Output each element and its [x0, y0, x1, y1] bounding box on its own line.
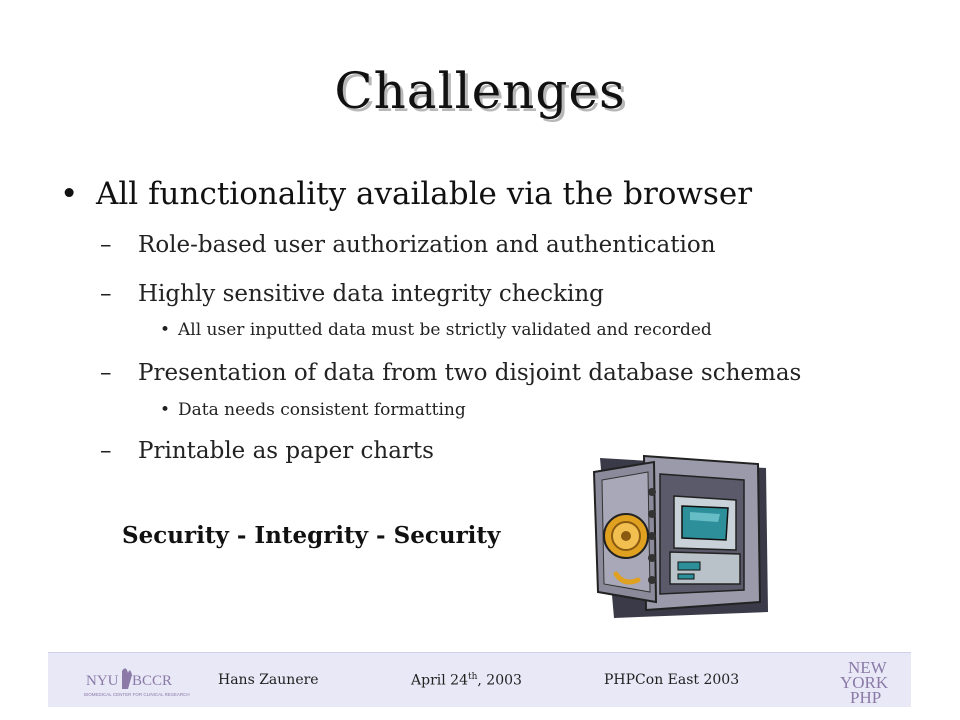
sub-item-text: Presentation of data from two disjoint database schemas	[138, 360, 802, 386]
sub-sub-item-text: All user inputted data must be strictly validated and recorded	[178, 320, 712, 340]
sub-sub-item-text: Data needs consistent formatting	[178, 400, 466, 420]
logo-left-nyu: NYU	[86, 673, 119, 689]
sub-sub-item-validated	[160, 320, 712, 340]
sub-item-printable	[100, 438, 434, 464]
slide-title: Challenges	[334, 62, 626, 120]
footer-date-sup: th	[467, 672, 478, 682]
torch-icon	[122, 668, 132, 689]
logo-right-line2: YORK	[840, 673, 889, 692]
footer-author: Hans Zaunere	[218, 672, 319, 688]
dash-icon: –	[100, 360, 112, 386]
bullet-dot-icon: •	[160, 320, 171, 340]
footer-event: PHPCon East 2003	[604, 672, 740, 688]
dash-icon: –	[100, 281, 112, 307]
logo-right-line3: PHP	[850, 688, 882, 705]
sub-sub-item-formatting	[160, 400, 466, 420]
footer-date-prefix: April 24	[411, 672, 468, 689]
dash-icon: –	[100, 232, 112, 258]
footer-date	[411, 672, 522, 689]
main-bullet	[60, 176, 752, 212]
sub-item-integrity	[100, 281, 604, 307]
footer-date-suffix: , 2003	[477, 672, 522, 689]
safe-computer-clipart-icon	[590, 452, 772, 620]
sub-item-text: Highly sensitive data integrity checking	[138, 281, 604, 307]
sub-item-presentation	[100, 360, 801, 386]
bullet-dot-icon: •	[60, 176, 79, 212]
sub-item-role-based	[100, 232, 716, 258]
logo-left-bccr: BCCR	[132, 673, 173, 689]
dash-icon: –	[100, 438, 112, 464]
sub-item-text: Printable as paper charts	[138, 438, 434, 464]
footer-bar	[48, 652, 911, 707]
new-york-php-logo	[838, 657, 902, 705]
bullet-dot-icon: •	[160, 400, 171, 420]
nyu-bccr-logo	[82, 663, 232, 699]
logo-right-line1: NEW	[848, 658, 887, 677]
tagline: Security - Integrity - Security	[122, 522, 501, 549]
logo-left-caption: BIOMEDICAL CENTER FOR CLINICAL RESEARCH	[84, 692, 190, 697]
sub-item-text: Role-based user authorization and authentication	[138, 232, 716, 258]
main-bullet-text: All functionality available via the browser	[96, 176, 753, 212]
